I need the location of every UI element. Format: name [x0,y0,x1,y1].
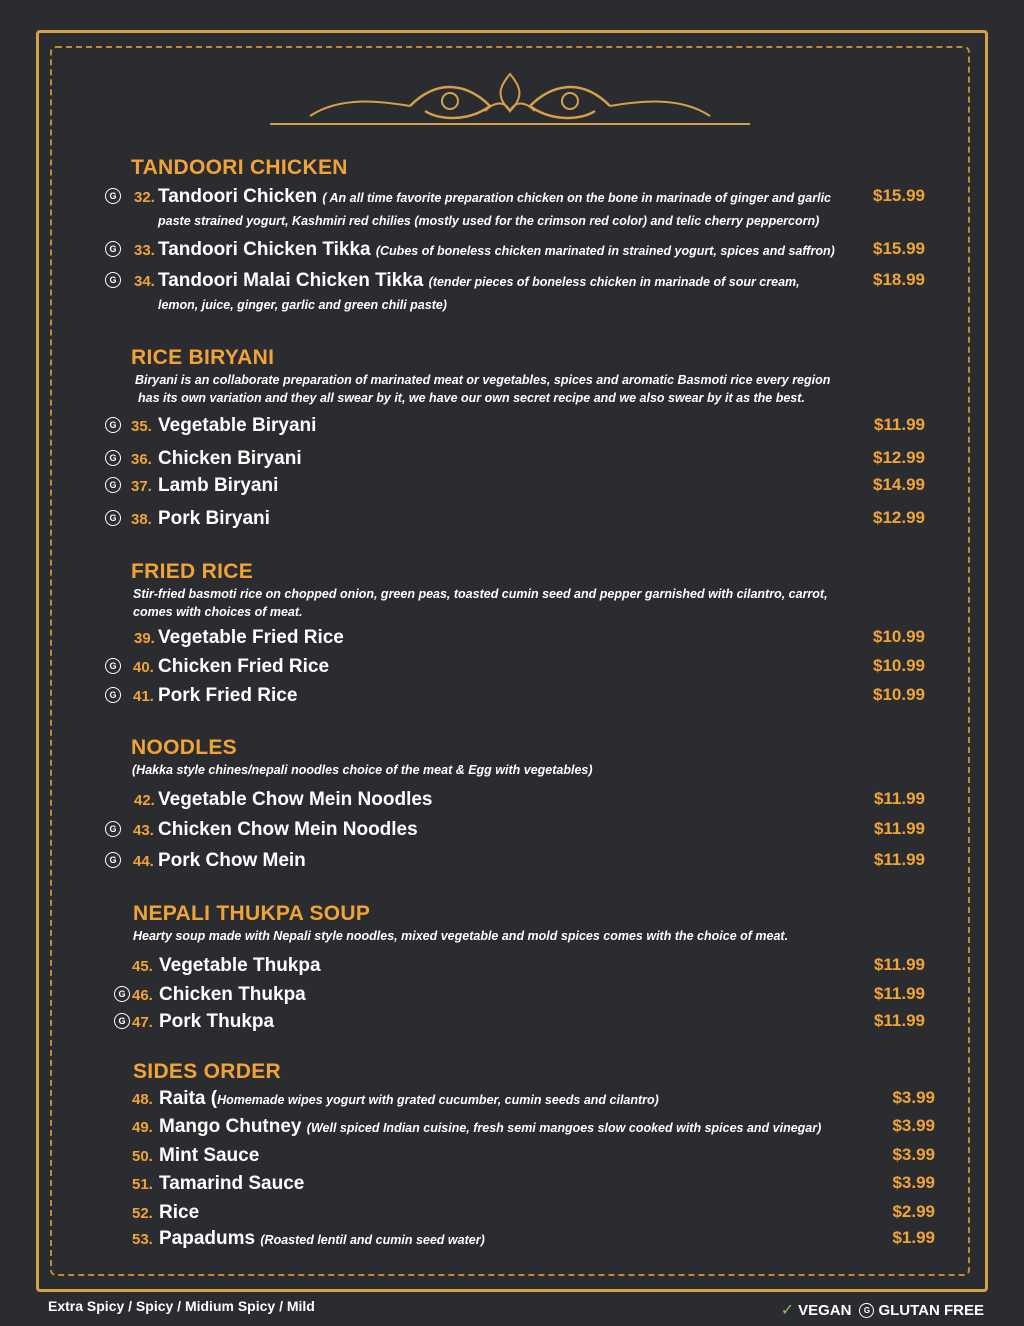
gluten-free-icon: G [105,852,121,868]
item-number: 36. [131,451,152,468]
item-price: $11.99 [873,415,925,434]
spice-level-legend: Extra Spicy / Spicy / Midium Spicy / Mild [48,1298,315,1314]
item-name: Raita (Homemade wipes yogurt with grated cucumber, cumin seeds and cilantro) [159,1088,659,1109]
item-name: Mint Sauce [159,1145,260,1166]
item-price: $11.99 [873,984,925,1003]
item-number: 49. [132,1119,153,1136]
gluten-free-icon: G [105,477,121,493]
item-number: 50. [132,1148,153,1165]
menu-item [105,186,935,232]
section-title-biryani: RICE BIRYANI [131,346,275,369]
item-price: $11.99 [873,819,925,838]
item-name: Pork Biryani [158,508,270,529]
gluten-free-icon: G [105,687,121,703]
item-price: $11.99 [873,955,925,974]
gluten-free-icon: G [105,450,121,466]
item-price: $3.99 [892,1145,935,1164]
item-price: $11.99 [873,789,925,808]
item-number: 33. [134,242,155,259]
item-name: Pork Thukpa [159,1011,275,1032]
item-number: 35. [131,418,152,435]
diet-legend [781,1300,984,1320]
item-number: 39. [134,630,155,647]
section-description: Stir-fried basmoti rice on chopped onion, green peas, toasted cumin seed and pepper garnished with cilantro, carrot, comes with choices of meat. [133,587,828,619]
item-price: $3.99 [892,1173,935,1192]
item-description: (Roasted lentil and cumin seed water) [260,1233,485,1247]
item-number: 51. [132,1176,153,1193]
section-title-fried-rice: FRIED RICE [131,560,254,583]
item-name: Mango Chutney (Well spiced Indian cuisine, fresh semi mangoes slow cooked with spices and vinegar) [159,1116,822,1137]
item-name: Pork Chow Mein [158,850,306,871]
gluten-free-icon: G [105,272,121,288]
item-price: $10.99 [873,627,925,646]
gluten-free-icon: G [114,1013,130,1029]
gluten-free-icon: G [105,417,121,433]
section-description: Biryani is an collaborate preparation of marinated meat or vegetables, spices and aromatic Basmoti rice every region has its own variation and they all swear by it, we have our own secret recipe and we also swear by it as the best. [135,373,831,405]
item-name: Vegetable Biryani [158,415,317,436]
item-name: Lamb Biryani [158,475,279,496]
item-description: (Cubes of boneless chicken marinated in strained yogurt, spices and saffron) [375,244,835,258]
item-name: Tandoori Malai Chicken Tikka (tender pieces of boneless chicken in marinade of sour cream, [158,270,800,291]
item-description-line2: paste strained yogurt, Kashmiri red chilies (mostly used for the crimson red color) and telic cherry peppercorn) [158,214,820,228]
section-description: (Hakka style chines/nepali noodles choice of the meat & Egg with vegetables) [132,763,593,777]
gluten-free-icon: G [105,510,121,526]
item-description: Homemade wipes yogurt with grated cucumber, cumin seeds and cilantro) [217,1093,659,1107]
item-name: Chicken Biryani [158,448,302,469]
item-name: Chicken Chow Mein Noodles [158,819,418,840]
gluten-free-icon: G [105,241,121,257]
gluten-free-icon: G [859,1303,874,1318]
item-name: Tandoori Chicken ( An all time favorite preparation chicken on the bone in marinade of ginger and garlic [158,186,831,207]
item-description: (Well spiced Indian cuisine, fresh semi mangoes slow cooked with spices and vinegar) [306,1121,822,1135]
item-number: 38. [131,511,152,528]
gluten-free-icon: G [105,188,121,204]
item-name: Vegetable Thukpa [159,955,321,976]
item-number: 40. [133,659,154,676]
section-description: Hearty soup made with Nepali style noodles, mixed vegetable and mold spices comes with the choice of meat. [133,929,789,943]
item-number: 44. [133,853,154,870]
item-price: $10.99 [873,656,925,675]
item-description: ( An all time favorite preparation chicken on the bone in marinade of ginger and garlic [322,191,831,205]
item-price: $14.99 [873,475,925,494]
item-price: $10.99 [873,685,925,704]
item-price: $15.99 [873,239,925,258]
item-name: Tandoori Chicken Tikka (Cubes of boneless chicken marinated in strained yogurt, spices and saffron) [158,239,835,260]
item-name: Tamarind Sauce [159,1173,305,1194]
item-price: $11.99 [873,1011,925,1030]
section-title-noodles: NOODLES [131,736,237,759]
item-price: $15.99 [873,186,925,205]
item-price: $18.99 [873,270,925,289]
item-name: Papadums (Roasted lentil and cumin seed water) [159,1228,485,1249]
item-price: $3.99 [892,1116,935,1135]
item-description: (tender pieces of boneless chicken in marinade of sour cream, [428,275,800,289]
gluten-free-icon: G [105,658,121,674]
item-number: 47. [132,1014,153,1031]
item-name: Chicken Thukpa [159,984,306,1005]
item-name: Chicken Fried Rice [158,656,330,677]
ornament-flourish [250,66,770,136]
item-number: 43. [133,822,154,839]
item-number: 45. [132,958,153,975]
item-price: $3.99 [892,1088,935,1107]
section-title-thukpa: NEPALI THUKPA SOUP [133,902,371,925]
section-title-sides: SIDES ORDER [133,1060,281,1083]
item-number: 41. [133,688,154,705]
item-name: Pork Fried Rice [158,685,298,706]
item-number: 34. [134,273,155,290]
vegan-leaf-icon: ✓ [780,1302,795,1319]
item-price: $12.99 [873,448,925,467]
menu-item [105,270,935,316]
item-description-line2: lemon, juice, ginger, garlic and green chili paste) [158,298,447,312]
item-number: 52. [132,1205,153,1222]
item-name: Vegetable Fried Rice [158,627,344,648]
item-number: 53. [132,1231,153,1248]
gluten-free-icon: G [114,986,130,1002]
item-name: Rice [159,1202,200,1223]
item-price: $11.99 [873,850,925,869]
item-number: 42. [134,792,155,809]
gluten-free-label: GLUTAN FREE [878,1301,984,1319]
item-price: $12.99 [873,508,925,527]
item-number: 37. [131,478,152,495]
vegan-label: VEGAN [798,1301,852,1319]
item-price: $1.99 [892,1228,935,1247]
gluten-free-icon: G [105,821,121,837]
item-number: 32. [134,189,155,206]
item-number: 46. [132,987,153,1004]
item-price: $2.99 [892,1202,935,1221]
item-number: 48. [132,1091,153,1108]
section-title-tandoori: TANDOORI CHICKEN [131,156,348,179]
menu-item [105,239,935,263]
item-name: Vegetable Chow Mein Noodles [158,789,433,810]
